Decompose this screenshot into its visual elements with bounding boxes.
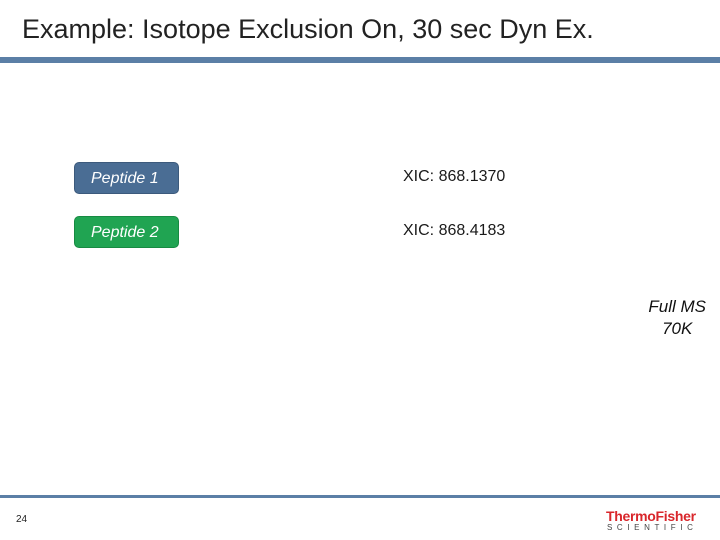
page-number: 24	[16, 514, 28, 525]
logo-wordmark: ThermoFisher	[606, 508, 696, 524]
full-ms-annotation	[648, 296, 706, 340]
peptide-2-badge: Peptide 2	[74, 216, 179, 248]
thermo-fisher-logo	[606, 509, 706, 531]
slide-title: Example: Isotope Exclusion On, 30 sec Dyn Ex.	[22, 14, 594, 44]
peptide-1-xic: XIC: 868.1370	[403, 168, 506, 185]
full-ms-resolution: 70K	[662, 319, 693, 338]
peptide-2-xic: XIC: 868.4183	[403, 222, 506, 239]
logo-subtitle: SCIENTIFIC	[607, 523, 698, 532]
peptide-1-badge: Peptide 1	[74, 162, 179, 194]
full-ms-label: Full MS	[648, 297, 706, 316]
title-divider	[0, 57, 720, 63]
footer-divider	[0, 495, 720, 498]
